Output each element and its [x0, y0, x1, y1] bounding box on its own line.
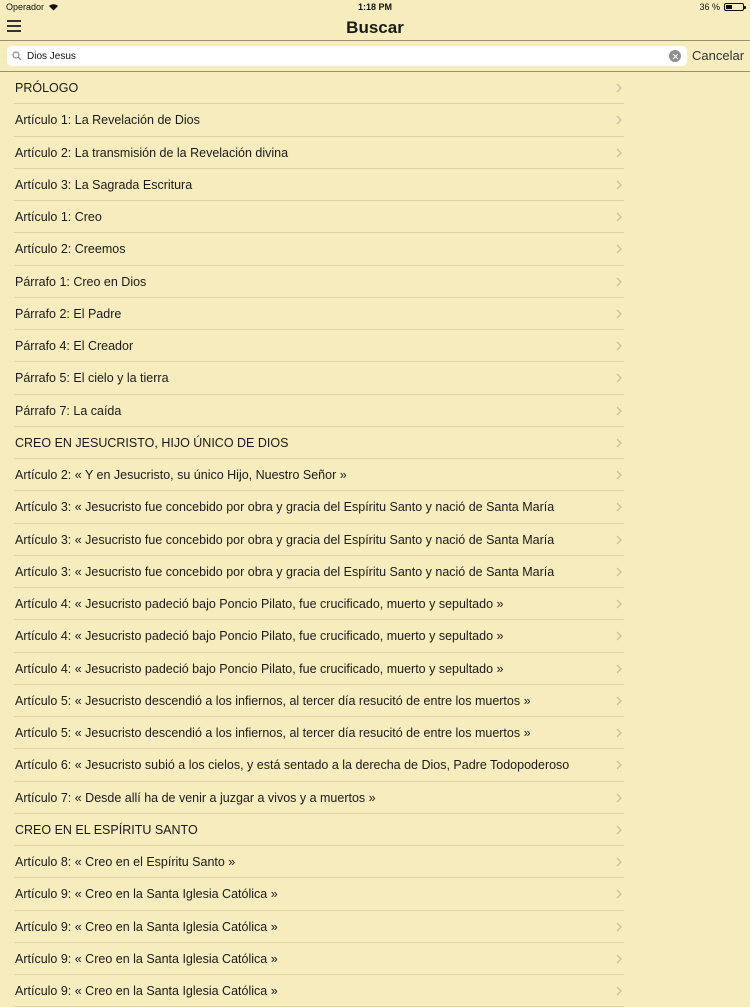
- list-item[interactable]: [14, 556, 624, 588]
- list-item[interactable]: [14, 685, 624, 717]
- chevron-right-icon: [616, 115, 622, 125]
- list-item-label: CREO EN EL ESPÍRITU SANTO: [15, 822, 198, 837]
- list-item-label: Artículo 9: « Creo en la Santa Iglesia Católica »: [15, 887, 278, 902]
- chevron-right-icon: [616, 180, 622, 190]
- chevron-right-icon: [616, 406, 622, 416]
- chevron-right-icon: [616, 567, 622, 577]
- list-item-label: Artículo 3: « Jesucristo fue concebido por obra y gracia del Espíritu Santo y nació de Santa María: [15, 500, 555, 515]
- chevron-right-icon: [616, 599, 622, 609]
- list-item-label: Artículo 8: « Creo en el Espíritu Santo »: [15, 855, 236, 869]
- list-item-label: Artículo 3: « Jesucristo fue concebido por obra y gracia del Espíritu Santo y nació de Santa María: [15, 532, 555, 547]
- chevron-right-icon: [616, 341, 622, 351]
- list-item-label: Artículo 2: Creemos: [15, 242, 126, 257]
- list-item-label: CREO EN JESUCRISTO, HIJO ÚNICO DE DIOS: [15, 435, 289, 450]
- search-bar: [0, 41, 750, 72]
- nav-bar: [0, 15, 750, 41]
- list-item-label: Artículo 9: « Creo en la Santa Iglesia Católica »: [15, 919, 278, 934]
- list-item[interactable]: [14, 782, 624, 814]
- list-item[interactable]: [14, 137, 624, 169]
- chevron-right-icon: [616, 535, 622, 545]
- chevron-right-icon: [616, 83, 622, 93]
- chevron-right-icon: [616, 309, 622, 319]
- list-item[interactable]: [14, 717, 624, 749]
- search-field[interactable]: [7, 46, 687, 66]
- chevron-right-icon: [616, 857, 622, 867]
- list-item[interactable]: [14, 427, 624, 459]
- list-item-label: Párrafo 5: El cielo y la tierra: [15, 371, 169, 386]
- list-item-label: Artículo 3: La Sagrada Escritura: [15, 177, 193, 192]
- clear-search-icon[interactable]: [669, 50, 681, 62]
- list-item[interactable]: [14, 878, 624, 910]
- list-item-label: Artículo 4: « Jesucristo padeció bajo Poncio Pilato, fue crucificado, muerto y sepultado »: [15, 661, 504, 676]
- cancel-button[interactable]: Cancelar: [692, 48, 745, 63]
- list-item-label: Artículo 2: « Y en Jesucristo, su único Hijo, Nuestro Señor »: [15, 468, 347, 482]
- chevron-right-icon: [616, 212, 622, 222]
- status-time: 1:18 PM: [357, 2, 392, 12]
- list-item-label: Artículo 3: « Jesucristo fue concebido por obra y gracia del Espíritu Santo y nació de Santa María: [15, 564, 555, 579]
- list-item[interactable]: [14, 233, 624, 265]
- list-item-label: Párrafo 2: El Padre: [15, 306, 122, 321]
- page-title: Buscar: [346, 18, 404, 37]
- list-item-label: Párrafo 7: La caída: [15, 403, 122, 418]
- battery-group: [699, 2, 744, 12]
- list-item-label: Artículo 1: Creo: [15, 210, 102, 224]
- list-item[interactable]: [14, 362, 624, 394]
- chevron-right-icon: [616, 244, 622, 254]
- list-item[interactable]: [14, 72, 624, 104]
- list-item-label: Artículo 9: « Creo en la Santa Iglesia Católica »: [15, 984, 278, 998]
- chevron-right-icon: [616, 793, 622, 803]
- list-item[interactable]: [14, 620, 624, 652]
- chevron-right-icon: [616, 889, 622, 899]
- list-item-label: Artículo 5: « Jesucristo descendió a los infiernos, al tercer día resucitó de entre los muertos »: [15, 693, 531, 708]
- list-item[interactable]: [14, 395, 624, 427]
- list-item[interactable]: [14, 653, 624, 685]
- list-item[interactable]: [14, 459, 624, 491]
- list-item[interactable]: [14, 943, 624, 975]
- list-item-label: Artículo 1: La Revelación de Dios: [15, 113, 200, 128]
- list-item[interactable]: [14, 749, 624, 781]
- chevron-right-icon: [616, 986, 622, 996]
- chevron-right-icon: [616, 728, 622, 738]
- result-list: [0, 72, 750, 1007]
- chevron-right-icon: [616, 502, 622, 512]
- list-item[interactable]: [14, 911, 624, 943]
- search-input[interactable]: [27, 46, 667, 66]
- chevron-right-icon: [616, 954, 622, 964]
- chevron-right-icon: [616, 825, 622, 835]
- chevron-right-icon: [616, 760, 622, 770]
- list-item-label: PRÓLOGO: [15, 81, 79, 95]
- chevron-right-icon: [616, 631, 622, 641]
- list-item[interactable]: [14, 491, 624, 523]
- chevron-right-icon: [616, 373, 622, 383]
- list-item-label: Artículo 4: « Jesucristo padeció bajo Poncio Pilato, fue crucificado, muerto y sepultado »: [15, 629, 504, 644]
- list-item-label: Párrafo 4: El Creador: [15, 339, 134, 353]
- list-item[interactable]: [14, 169, 624, 201]
- list-item[interactable]: [14, 298, 624, 330]
- list-item[interactable]: [14, 266, 624, 298]
- list-item[interactable]: [14, 330, 624, 362]
- chevron-right-icon: [616, 696, 622, 706]
- list-item-label: Artículo 5: « Jesucristo descendió a los infiernos, al tercer día resucitó de entre los muertos »: [15, 726, 531, 740]
- chevron-right-icon: [616, 277, 622, 287]
- list-item[interactable]: [14, 846, 624, 878]
- chevron-right-icon: [616, 922, 622, 932]
- battery-fill: [726, 5, 732, 9]
- list-item[interactable]: [14, 975, 624, 1007]
- carrier-label: Operador: [6, 2, 45, 12]
- list-item-label: Artículo 2: La transmisión de la Revelación divina: [15, 145, 289, 160]
- list-item[interactable]: [14, 814, 624, 846]
- list-item[interactable]: [14, 588, 624, 620]
- chevron-right-icon: [616, 664, 622, 674]
- chevron-right-icon: [616, 470, 622, 480]
- list-item[interactable]: [14, 104, 624, 136]
- battery-percent: 36 %: [699, 2, 720, 12]
- list-item-label: Artículo 9: « Creo en la Santa Iglesia Católica »: [15, 951, 278, 966]
- chevron-right-icon: [616, 438, 622, 448]
- status-bar: [0, 0, 750, 15]
- list-item-label: Artículo 6: « Jesucristo subió a los cielos, y está sentado a la derecha de Dios, Padre Todopoderoso: [15, 758, 570, 773]
- list-item[interactable]: [14, 201, 624, 233]
- battery-icon: [724, 3, 744, 11]
- list-item-label: Artículo 4: « Jesucristo padeció bajo Poncio Pilato, fue crucificado, muerto y sepultado »: [15, 597, 504, 611]
- list-item-label: Párrafo 1: Creo en Dios: [15, 274, 147, 289]
- search-icon: [12, 51, 22, 61]
- chevron-right-icon: [616, 148, 622, 158]
- list-item-label: Artículo 7: « Desde allí ha de venir a juzgar a vivos y a muertos »: [15, 790, 376, 805]
- list-item[interactable]: [14, 524, 624, 556]
